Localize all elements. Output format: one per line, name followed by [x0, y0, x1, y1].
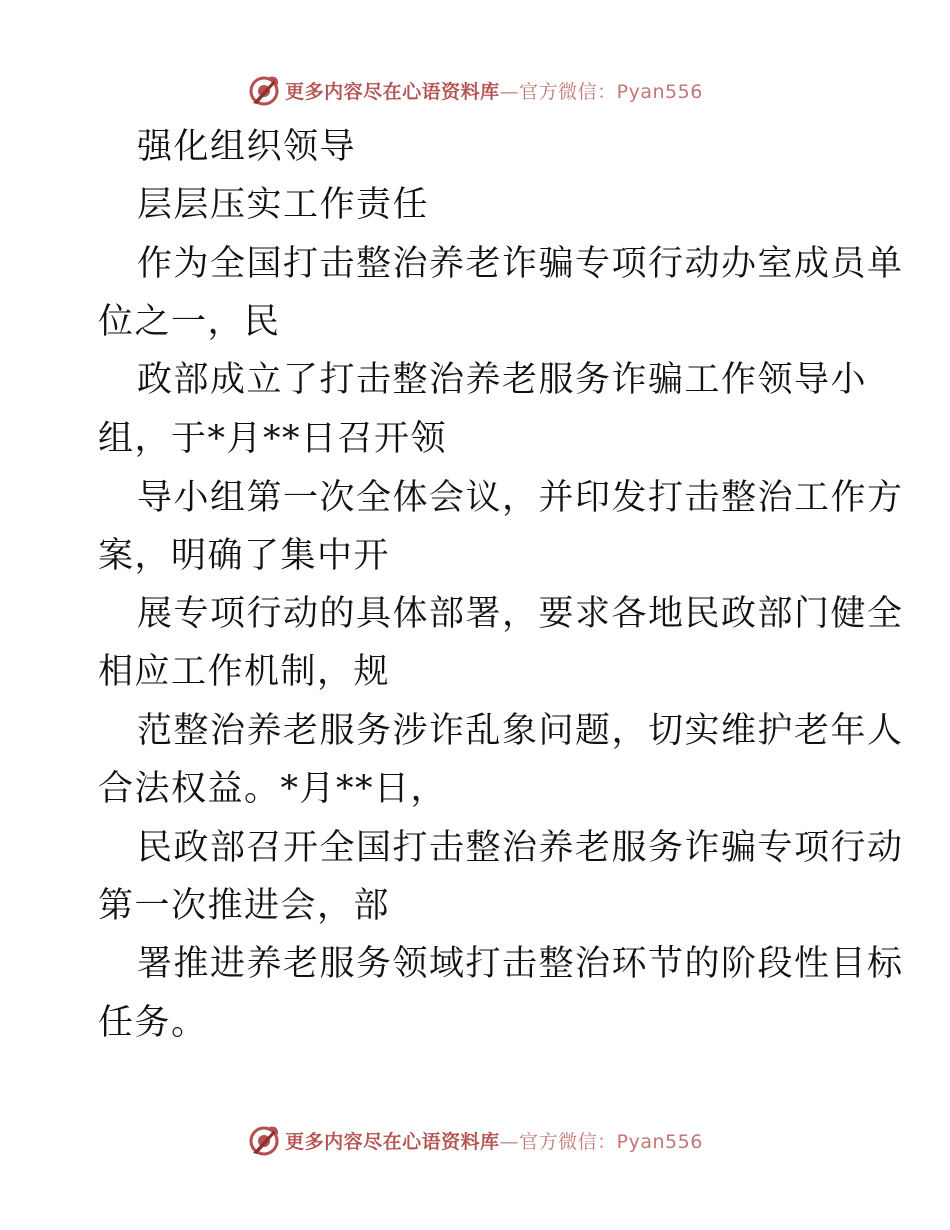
text-line: 合法权益。*月**日， [98, 769, 448, 809]
footer-brand-text: 更多内容尽在心语资料库 [285, 1130, 500, 1153]
text-line: 第一次推进会，部 [98, 886, 391, 926]
header-watermark [0, 70, 950, 110]
header-brand-text: 更多内容尽在心语资料库 [285, 80, 500, 103]
text-line: 强化组织领导 [137, 127, 357, 167]
text-line: 层层压实工作责任 [137, 185, 430, 225]
footer-wechat-text: 官方微信：Pyan556 [519, 1130, 703, 1153]
header-wechat-text: 官方微信：Pyan556 [519, 80, 703, 103]
text-line: 位之一，民 [98, 302, 281, 342]
text-line: 范整治养老服务涉诈乱象问题，切实维护老年人 [137, 711, 904, 751]
header-separator: — [499, 80, 520, 103]
text-line: 署推进养老服务领域打击整治环节的阶段性目标 [137, 944, 904, 984]
text-line: 民政部召开全国打击整治养老服务诈骗专项行动 [137, 828, 904, 868]
quill-logo-icon [247, 1123, 281, 1157]
text-line: 作为全国打击整治养老诈骗专项行动办室成员单 [137, 244, 904, 284]
footer-watermark [0, 1120, 950, 1160]
text-line: 导小组第一次全体会议，并印发打击整治工作方 [137, 478, 904, 518]
text-line: 任务。 [98, 1003, 208, 1043]
text-line: 政部成立了打击整治养老服务诈骗工作领导小 [137, 360, 868, 400]
quill-logo-icon [247, 73, 281, 107]
footer-separator: — [499, 1130, 520, 1153]
text-line: 相应工作机制，规 [98, 652, 391, 692]
text-line: 组，于*月**日召开领 [98, 419, 448, 459]
text-line: 案，明确了集中开 [98, 536, 391, 576]
text-line: 展专项行动的具体部署，要求各地民政部门健全 [137, 594, 904, 634]
